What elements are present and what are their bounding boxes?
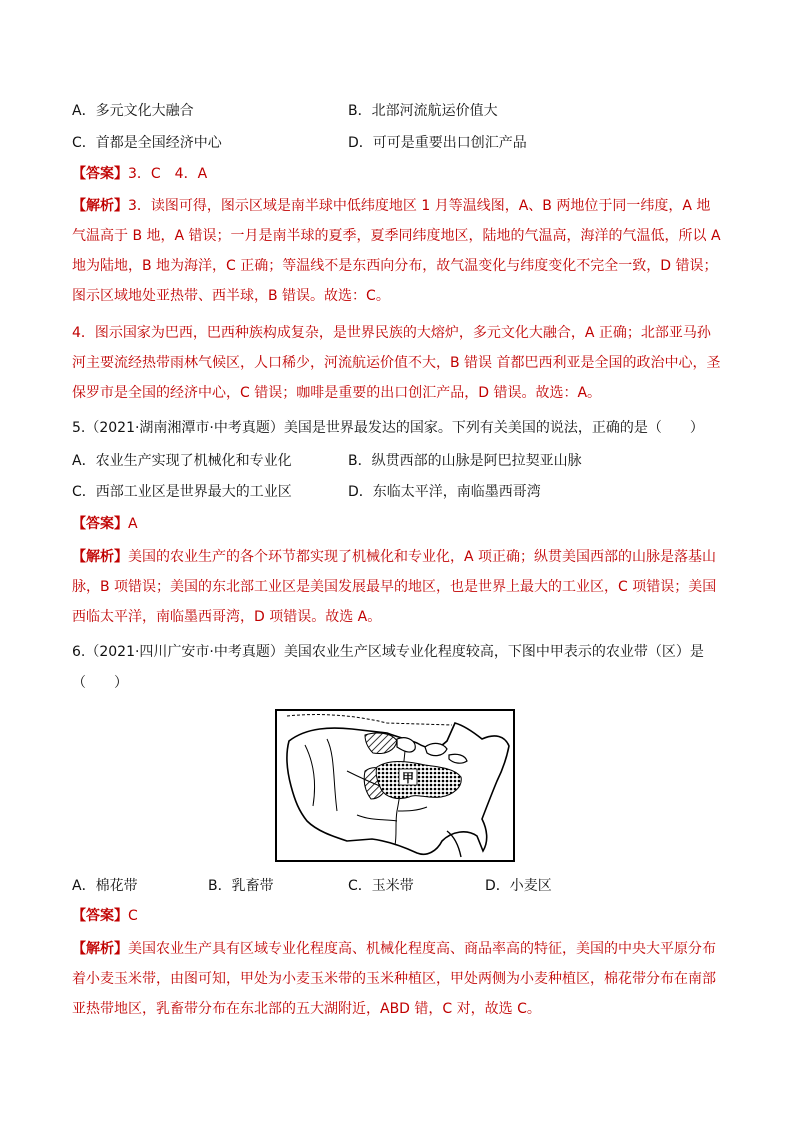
question-6-bracket: （ ） <box>72 675 128 691</box>
option-c: C．首都是全国经济中心 <box>72 135 222 151</box>
usa-agriculture-map <box>275 709 515 862</box>
answer-text: C <box>128 908 138 924</box>
question-6-stem: 6.（2021·四川广安市·中考真题）美国农业生产区域专业化程度较高，下图中甲表示的农业带（区）是 <box>72 644 704 660</box>
analysis-34-q3 <box>72 191 724 311</box>
question-5-stem: 5.（2021·湖南湘潭市·中考真题）美国是世界最发达的国家。下列有关美国的说法，正确的是（ ） <box>72 420 704 436</box>
analysis-text: 美国农业生产具有区域专业化程度高、机械化程度高、商品率高的特征，美国的中央大平原分布着小麦玉米带，由图可知，甲处为小麦玉米带的玉米种植区，甲处两侧为小麦种植区，棉花带分布在南部亚热带地区，乳畜带分布在东北部的五大湖附近，ABD 错，C 对，故选 C。 <box>72 941 716 1017</box>
q6-option-a: A．棉花带 <box>72 878 138 894</box>
q5-option-b: B．纵贯西部的山脉是阿巴拉契亚山脉 <box>348 453 582 469</box>
q6-option-c: C．玉米带 <box>348 878 414 894</box>
analysis-tag: 【解析】 <box>72 198 128 214</box>
usa-outline-map <box>277 711 513 860</box>
answer-tag: 【答案】 <box>72 908 128 924</box>
analysis-34-q4: 4．图示国家为巴西，巴西种族构成复杂，是世界民族的大熔炉，多元文化大融合，A 正确；北部亚马孙河主要流经热带雨林气候区，人口稀少，河流航运价值不大，B 错误 首都巴西利亚是全国的政治中心，圣保罗市是全国的经济中心，C 错误；咖啡是重要的出口创汇产品，D 错误。故选：A。 <box>72 325 721 401</box>
answer-tag: 【答案】 <box>72 516 128 532</box>
map-label-jia: 甲 <box>401 771 415 785</box>
option-b: B．北部河流航运价值大 <box>348 103 498 119</box>
answer-text: A <box>128 516 138 532</box>
q5-option-a: A．农业生产实现了机械化和专业化 <box>72 453 292 469</box>
analysis-tag: 【解析】 <box>72 941 128 957</box>
analysis-text: 3．读图可得，图示区域是南半球中低纬度地区 1 月等温线图，A、B 两地位于同一纬度，A 地气温高于 B 地，A 错误；一月是南半球的夏季，夏季同纬度地区，陆地的气温高，海洋的气温低，所以 A 地为陆地，B 地为海洋，C 正确；等温线不是东西向分布，故气温变化与纬度变化不完全一致，D 错误；图示区域地处亚热带、西半球，B 错误。故选：C。 <box>72 198 721 304</box>
analysis-tag: 【解析】 <box>72 549 128 565</box>
answer-5 <box>72 514 138 534</box>
q6-option-b: B．乳畜带 <box>208 878 274 894</box>
answer-text: 3．C 4．A <box>128 166 208 182</box>
q5-option-d: D．东临太平洋，南临墨西哥湾 <box>348 484 541 500</box>
analysis-text: 美国的农业生产的各个环节都实现了机械化和专业化，A 项正确；纵贯美国西部的山脉是落基山脉，B 项错误；美国的东北部工业区是美国发展最早的地区，也是世界上最大的工业区，C 项错误；美国西临太平洋，南临墨西哥湾，D 项错误。故选 A。 <box>72 549 717 625</box>
answer-34 <box>72 164 207 184</box>
answer-tag: 【答案】 <box>72 166 128 182</box>
option-d: D．可可是重要出口创汇产品 <box>348 135 527 151</box>
q6-option-d: D．小麦区 <box>485 878 552 894</box>
analysis-6 <box>72 934 724 1024</box>
option-a: A．多元文化大融合 <box>72 103 194 119</box>
analysis-5 <box>72 542 724 632</box>
answer-6 <box>72 906 138 926</box>
q5-option-c: C．西部工业区是世界最大的工业区 <box>72 484 292 500</box>
